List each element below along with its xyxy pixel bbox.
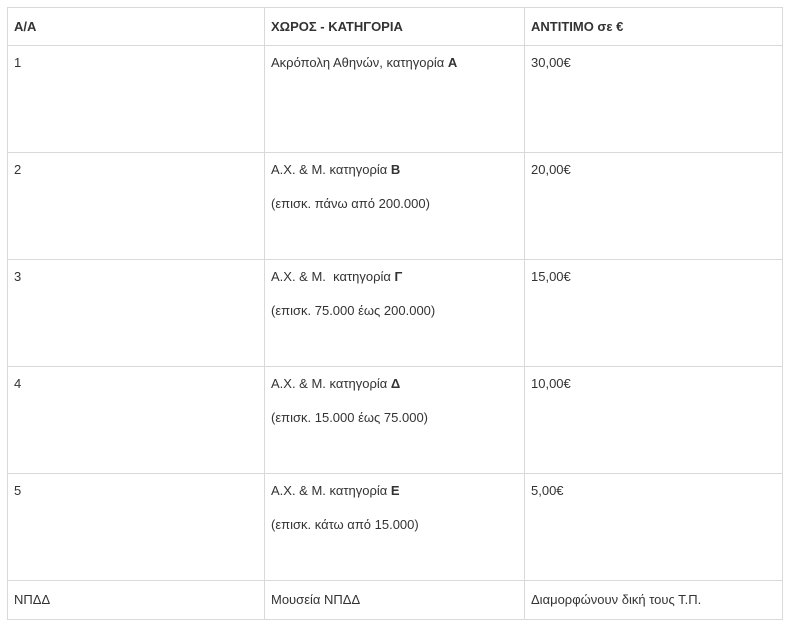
place-text: Α.Χ. & Μ. κατηγορία: [271, 483, 391, 498]
table-row: [8, 46, 783, 153]
table-row: [8, 153, 783, 260]
place-text: Α.Χ. & Μ. κατηγορία: [271, 269, 395, 284]
visitors-note: (επισκ. 15.000 έως 75.000): [271, 410, 429, 425]
visitors-note: (επισκ. 75.000 έως 200.000): [271, 303, 436, 318]
row-num: 4: [8, 367, 265, 474]
row-num: 5: [8, 474, 265, 581]
row-num: 1: [8, 46, 265, 153]
category-letter: Ε: [390, 483, 400, 498]
price-table: [7, 7, 783, 620]
category-letter: Δ: [390, 376, 401, 391]
row-place: [265, 367, 525, 474]
row-place: [265, 474, 525, 581]
category-letter: Γ: [394, 269, 403, 284]
header-place: ΧΩΡΟΣ - ΚΑΤΗΓΟΡΙΑ: [265, 8, 525, 46]
row-price: 5,00€: [525, 474, 783, 581]
table-row: [8, 367, 783, 474]
footer-place: Μουσεία ΝΠΔΔ: [265, 581, 525, 620]
footer-row: [8, 581, 783, 620]
row-place: [265, 46, 525, 153]
footer-price: Διαμορφώνουν δική τους Τ.Π.: [525, 581, 783, 620]
category-letter: Α: [447, 55, 458, 70]
row-price: 10,00€: [525, 367, 783, 474]
visitors-note: (επισκ. πάνω από 200.000): [271, 196, 430, 211]
row-place: [265, 153, 525, 260]
place-text: Ακρόπολη Αθηνών, κατηγορία: [271, 55, 448, 70]
row-num: 3: [8, 260, 265, 367]
header-price: ΑΝΤΙΤΙΜΟ σε €: [525, 8, 783, 46]
row-price: 20,00€: [525, 153, 783, 260]
header-num: Α/Α: [8, 8, 265, 46]
place-text: Α.Χ. & Μ. κατηγορία: [271, 376, 391, 391]
category-letter: Β: [390, 162, 401, 177]
row-place: [265, 260, 525, 367]
visitors-note: (επισκ. κάτω από 15.000): [271, 517, 419, 532]
row-price: 15,00€: [525, 260, 783, 367]
place-text: Α.Χ. & Μ. κατηγορία: [271, 162, 391, 177]
row-price: 30,00€: [525, 46, 783, 153]
table-row: [8, 260, 783, 367]
footer-num: ΝΠΔΔ: [8, 581, 265, 620]
table-row: [8, 474, 783, 581]
header-row: [8, 8, 783, 46]
row-num: 2: [8, 153, 265, 260]
